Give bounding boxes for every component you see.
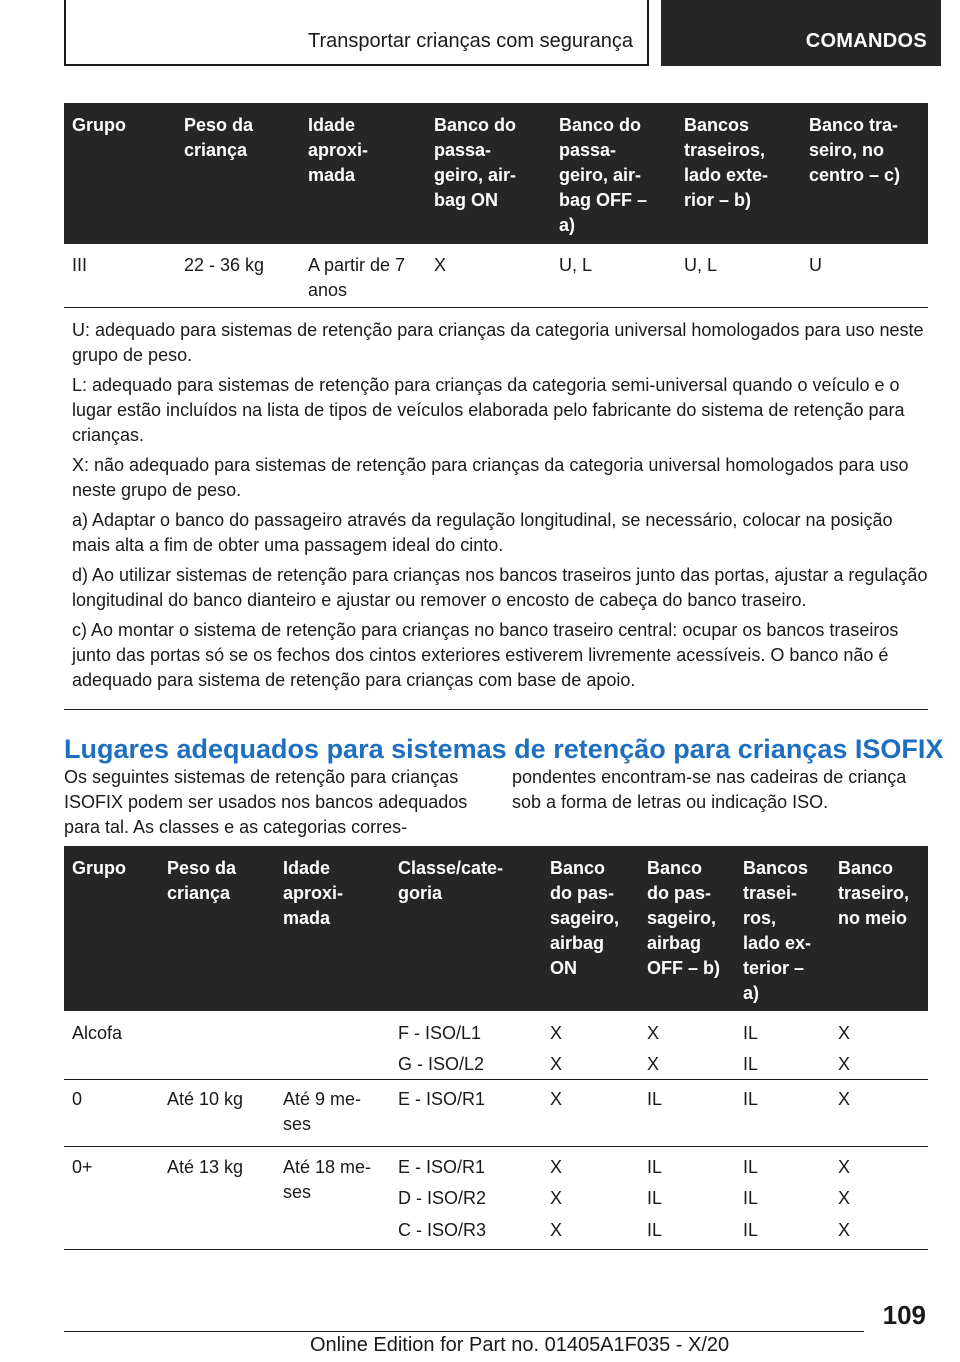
- intro-column-2: pondentes encontram-se nas cadeiras de criança sob a forma de letras ou indicação ISO.: [512, 767, 907, 812]
- cell-rear-center: U: [809, 255, 822, 275]
- cell-airbag-on: X: [434, 255, 447, 275]
- cell-grupo: 0: [72, 1089, 83, 1109]
- header-rear-outer: Bancos trasei‐ ros, lado ex‐ terior – a): [743, 858, 812, 1003]
- chapter-tab: [661, 0, 941, 66]
- page-header: [0, 0, 960, 66]
- note-l: L: adequado para sistemas de retenção para crianças da categoria semi-universal quando o veículo e o lugar estão incluídos na lista de tipos de veículos elaborada pelo fabricante do sistema de retenção para crianças.: [72, 375, 905, 445]
- note-c: c) Ao montar o sistema de retenção para crianças no banco traseiro central: ocupar os bancos traseiros junto das portas só se os fechos dos cintos exteriores estiverem livremente acessíveis. O banco não é adequado para sistema de retenção para crianças com base de apoio.: [72, 620, 899, 690]
- cell-airbag-off: X: [647, 1054, 660, 1074]
- header-rear-middle: Banco traseiro, no meio: [838, 858, 910, 928]
- cell-rear-outer: IL: [743, 1188, 759, 1208]
- cell-rear-middle: X: [838, 1054, 851, 1074]
- header-peso: Peso da criança: [167, 858, 237, 903]
- cell-classe: C - ISO/R3: [398, 1220, 487, 1240]
- cell-classe: D - ISO/R2: [398, 1188, 487, 1208]
- cell-grupo: 0+: [72, 1157, 93, 1177]
- header-rear-outer: Bancos traseiros, lado exte‐ rior – b): [684, 115, 769, 210]
- cell-airbag-on: X: [550, 1054, 563, 1074]
- note-d: d) Ao utilizar sistemas de retenção para crianças nos bancos traseiros junto das portas, ajustar a regulação longitudinal do banco dianteiro e ajustar ou remover o encosto de cabeça do banco traseiro.: [72, 565, 928, 610]
- cell-rear-middle: X: [838, 1220, 851, 1240]
- chapter-title: COMANDOS: [805, 30, 927, 52]
- cell-grupo: III: [72, 255, 88, 275]
- cell-rear-middle: X: [838, 1188, 851, 1208]
- cell-airbag-on: X: [550, 1220, 563, 1240]
- child-seat-table-isofix: [64, 846, 928, 1250]
- header-grupo: Grupo: [72, 858, 126, 878]
- cell-rear-outer: IL: [743, 1023, 759, 1043]
- cell-airbag-off: X: [647, 1023, 660, 1043]
- cell-classe: F - ISO/L1: [398, 1023, 482, 1043]
- cell-rear-middle: X: [838, 1023, 851, 1043]
- header-classe: Classe/cate‐ goria: [398, 858, 504, 903]
- cell-rear-middle: X: [838, 1157, 851, 1177]
- cell-peso: Até 13 kg: [167, 1157, 244, 1177]
- table-header: [64, 103, 928, 244]
- cell-classe: E - ISO/R1: [398, 1157, 486, 1177]
- page-number: 109: [882, 1300, 926, 1330]
- cell-idade: Até 9 me-ses: [283, 1089, 362, 1134]
- header-airbag-off: Banco do passa‐ geiro, air‐ bag OFF – a): [559, 115, 648, 235]
- cell-idade: Até 18 me-ses: [283, 1157, 372, 1202]
- table-notes: [64, 318, 928, 698]
- section-title: Transportar crianças com segurança: [308, 30, 633, 52]
- cell-classe: E - ISO/R1: [398, 1089, 486, 1109]
- note-a: a) Adaptar o banco do passageiro através da regulação longitudinal, se necessário, colocar na posição mais alta a fim de obter uma passagem ideal do cinto.: [72, 510, 893, 555]
- header-peso: Peso da criança: [184, 115, 254, 160]
- cell-airbag-off: U, L: [559, 255, 593, 275]
- footer-divider: [64, 1331, 864, 1332]
- table-row: [64, 1011, 928, 1080]
- cell-classe: G - ISO/L2: [398, 1054, 485, 1074]
- cell-rear-outer: IL: [743, 1054, 759, 1074]
- header-grupo: Grupo: [72, 115, 126, 135]
- notes-divider: [64, 709, 928, 710]
- header-idade: Idade aproxi‐ mada: [308, 115, 369, 185]
- edition-note: Online Edition for Part no. 01405A1F035 - X/20: [310, 1334, 730, 1356]
- note-x: X: não adequado para sistemas de retenção para crianças da categoria universal homologados para uso neste grupo de peso.: [72, 455, 909, 500]
- table-row: [64, 1080, 928, 1147]
- cell-airbag-on: X: [550, 1157, 563, 1177]
- cell-airbag-on: X: [550, 1188, 563, 1208]
- child-seat-table-universal: [64, 103, 928, 308]
- cell-rear-outer: IL: [743, 1157, 759, 1177]
- cell-peso: Até 10 kg: [167, 1089, 244, 1109]
- cell-peso: 22 - 36 kg: [184, 255, 265, 275]
- cell-rear-outer: IL: [743, 1089, 759, 1109]
- table-row: [64, 1147, 928, 1250]
- cell-grupo: Alcofa: [72, 1023, 123, 1043]
- header-rear-center: Banco tra‐ seiro, no centro – c): [809, 115, 901, 185]
- cell-airbag-on: X: [550, 1023, 563, 1043]
- cell-airbag-on: X: [550, 1089, 563, 1109]
- header-airbag-off: Banco do pas‐ sageiro, airbag OFF – b): [647, 858, 720, 978]
- table-row: [64, 244, 928, 308]
- note-u: U: adequado para sistemas de retenção para crianças da categoria universal homologados para uso neste grupo de peso.: [72, 320, 924, 365]
- cell-idade: A partir de 7 anos: [308, 255, 406, 300]
- section-tab: [64, 0, 649, 66]
- cell-airbag-off: IL: [647, 1188, 663, 1208]
- header-airbag-on: Banco do pas‐ sageiro, airbag ON: [550, 858, 620, 978]
- table-header: [64, 846, 928, 1011]
- cell-airbag-off: IL: [647, 1089, 663, 1109]
- intro-column-1: Os seguintes sistemas de retenção para crianças ISOFIX podem ser usados nos bancos adequados para tal. As classes e as categorias corres-: [64, 767, 468, 837]
- header-airbag-on: Banco do passa‐ geiro, air‐ bag ON: [434, 115, 517, 210]
- cell-rear-middle: X: [838, 1089, 851, 1109]
- cell-airbag-off: IL: [647, 1220, 663, 1240]
- cell-airbag-off: IL: [647, 1157, 663, 1177]
- section-heading: Lugares adequados para sistemas de retenção para crianças ISOFIX: [64, 734, 944, 764]
- cell-rear-outer: U, L: [684, 255, 718, 275]
- cell-rear-outer: IL: [743, 1220, 759, 1240]
- header-idade: Idade aproxi‐ mada: [283, 858, 344, 928]
